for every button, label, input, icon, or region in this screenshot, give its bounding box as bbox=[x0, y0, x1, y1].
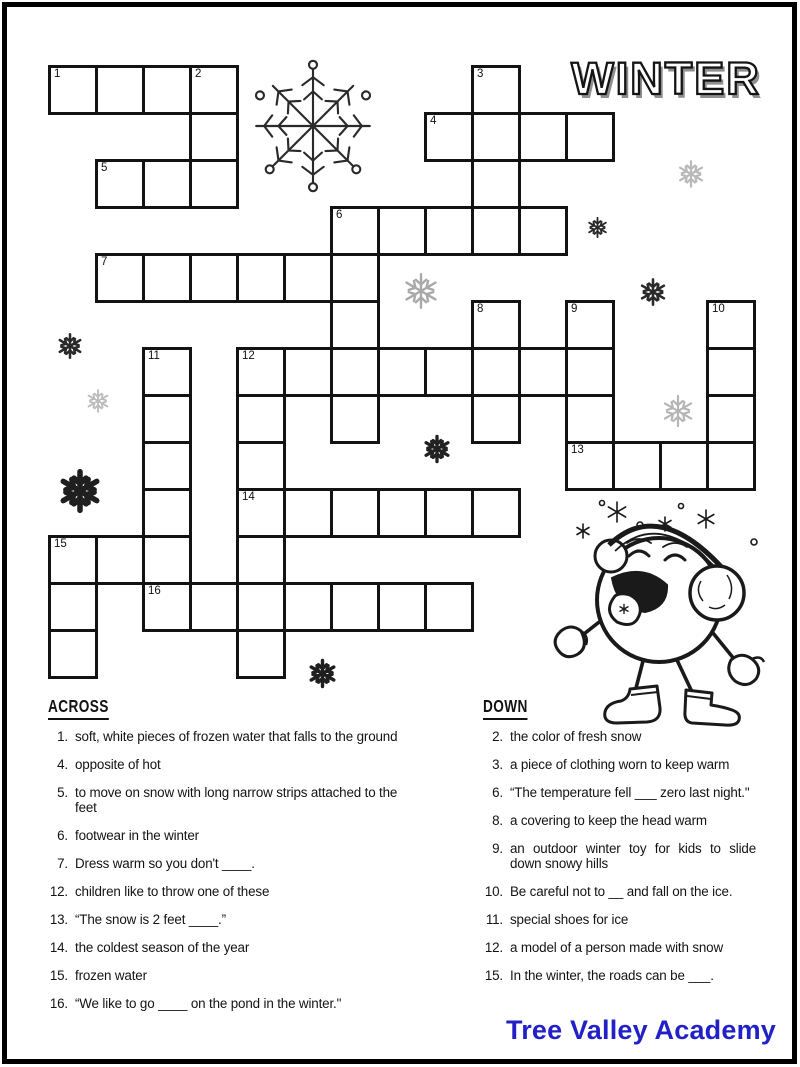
grid-cell[interactable] bbox=[518, 112, 568, 162]
grid-cell[interactable] bbox=[48, 535, 98, 585]
clue-item bbox=[46, 885, 418, 900]
grid-cell[interactable] bbox=[142, 488, 192, 538]
clue-item bbox=[46, 829, 418, 844]
clue-number: 15. bbox=[49, 967, 68, 983]
clue-item bbox=[46, 941, 418, 956]
clue-text: “The temperature fell ___ zero last night." bbox=[510, 785, 750, 800]
grid-cell[interactable] bbox=[330, 300, 380, 350]
grid-cell[interactable] bbox=[95, 535, 145, 585]
clue-text: “We like to go ____ on the pond in the winter." bbox=[75, 995, 342, 1011]
clue-text: children like to throw one of these bbox=[75, 883, 270, 899]
clue-number: 12. bbox=[484, 939, 503, 955]
grid-cell[interactable] bbox=[95, 65, 145, 115]
across-heading: ACROSS bbox=[48, 696, 109, 720]
across-clues-section bbox=[46, 696, 418, 1025]
clue-item bbox=[481, 758, 777, 773]
grid-cell[interactable] bbox=[142, 65, 192, 115]
grid-cell[interactable] bbox=[471, 347, 521, 397]
grid-cell[interactable] bbox=[565, 441, 615, 491]
clue-number: 10. bbox=[484, 883, 503, 899]
grid-cell[interactable] bbox=[283, 253, 333, 303]
grid-cell[interactable] bbox=[95, 253, 145, 303]
grid-cell[interactable] bbox=[189, 253, 239, 303]
grid-cell[interactable] bbox=[189, 582, 239, 632]
clue-item bbox=[46, 786, 418, 815]
grid-cell[interactable] bbox=[424, 206, 474, 256]
grid-cell[interactable] bbox=[283, 347, 333, 397]
grid-cell[interactable] bbox=[565, 112, 615, 162]
grid-cell-number: 11 bbox=[148, 350, 160, 362]
clue-number: 6. bbox=[57, 827, 68, 843]
clue-number: 16. bbox=[49, 995, 68, 1011]
grid-cell[interactable] bbox=[142, 253, 192, 303]
grid-cell[interactable] bbox=[424, 488, 474, 538]
grid-cell[interactable] bbox=[518, 347, 568, 397]
grid-cell[interactable] bbox=[471, 159, 521, 209]
grid-cell[interactable] bbox=[706, 347, 756, 397]
clue-number: 6. bbox=[492, 785, 503, 800]
grid-cell[interactable] bbox=[471, 65, 521, 115]
clue-item bbox=[46, 969, 418, 984]
grid-cell[interactable] bbox=[142, 394, 192, 444]
grid-cell-number: 12 bbox=[242, 350, 255, 362]
grid-cell[interactable] bbox=[377, 488, 427, 538]
grid-cell[interactable] bbox=[471, 488, 521, 538]
clue-text: to move on snow with long narrow strips attached to the feet bbox=[75, 785, 398, 815]
grid-cell[interactable] bbox=[236, 441, 286, 491]
grid-cell[interactable] bbox=[565, 300, 615, 350]
branding-text: Tree Valley Academy bbox=[506, 1015, 776, 1045]
grid-cell[interactable] bbox=[142, 347, 192, 397]
clue-number: 12. bbox=[49, 883, 68, 899]
grid-cell[interactable] bbox=[377, 347, 427, 397]
clue-item bbox=[481, 969, 777, 984]
grid-cell-number: 3 bbox=[477, 68, 484, 80]
clue-text: a covering to keep the head warm bbox=[510, 813, 707, 828]
grid-cell[interactable] bbox=[236, 253, 286, 303]
clue-item bbox=[481, 730, 777, 745]
clue-item bbox=[481, 814, 777, 829]
grid-cell[interactable] bbox=[95, 159, 145, 209]
clue-item bbox=[481, 786, 777, 801]
clue-text: Dress warm so you don't ____. bbox=[75, 855, 255, 871]
clue-number: 3. bbox=[492, 757, 503, 772]
grid-cell[interactable] bbox=[48, 629, 98, 679]
clue-text: opposite of hot bbox=[75, 757, 161, 772]
clue-number: 11. bbox=[485, 911, 503, 927]
clue-text: soft, white pieces of frozen water that falls to the ground bbox=[75, 729, 398, 744]
grid-cell[interactable] bbox=[142, 582, 192, 632]
across-clue-list bbox=[46, 730, 418, 1011]
grid-cell[interactable] bbox=[142, 535, 192, 585]
clue-text: a piece of clothing worn to keep warm bbox=[510, 757, 730, 772]
clue-text: frozen water bbox=[75, 967, 147, 983]
down-clues-section bbox=[481, 696, 777, 997]
grid-cell[interactable] bbox=[518, 206, 568, 256]
grid-cell-number: 7 bbox=[101, 256, 108, 268]
clue-text: In the winter, the roads can be ___. bbox=[510, 967, 714, 983]
grid-cell[interactable] bbox=[706, 300, 756, 350]
grid-cell[interactable] bbox=[142, 441, 192, 491]
grid-cell[interactable] bbox=[330, 488, 380, 538]
clue-text: an outdoor winter toy for kids to slide down snowy hills bbox=[510, 841, 756, 871]
grid-cell[interactable] bbox=[565, 394, 615, 444]
grid-cell[interactable] bbox=[236, 488, 286, 538]
grid-cell-number: 9 bbox=[571, 303, 578, 315]
grid-cell[interactable] bbox=[283, 582, 333, 632]
grid-cell-number: 15 bbox=[54, 538, 67, 550]
clue-text: the coldest season of the year bbox=[75, 939, 250, 955]
grid-cell[interactable] bbox=[424, 582, 474, 632]
clue-text: a model of a person made with snow bbox=[510, 939, 723, 955]
grid-cell[interactable] bbox=[471, 112, 521, 162]
grid-cell[interactable] bbox=[48, 65, 98, 115]
grid-cell[interactable] bbox=[189, 112, 239, 162]
grid-cell-number: 1 bbox=[54, 68, 61, 80]
grid-cell[interactable] bbox=[471, 300, 521, 350]
grid-cell[interactable] bbox=[377, 582, 427, 632]
grid-cell[interactable] bbox=[236, 394, 286, 444]
page-title: WINTER bbox=[571, 53, 761, 104]
clue-item bbox=[481, 941, 777, 956]
grid-cell-number: 13 bbox=[571, 444, 584, 456]
grid-cell-number: 6 bbox=[336, 209, 343, 221]
clue-number: 2. bbox=[492, 729, 503, 744]
grid-cell[interactable] bbox=[377, 206, 427, 256]
grid-cell[interactable] bbox=[706, 441, 756, 491]
clue-number: 8. bbox=[492, 813, 503, 828]
clue-item bbox=[46, 857, 418, 872]
clue-item bbox=[46, 997, 418, 1012]
clue-number: 15. bbox=[484, 967, 503, 983]
grid-cell[interactable] bbox=[330, 206, 380, 256]
grid-cell[interactable] bbox=[236, 535, 286, 585]
grid-cell-number: 8 bbox=[477, 303, 484, 315]
clue-number: 9. bbox=[492, 841, 503, 856]
grid-cell[interactable] bbox=[471, 206, 521, 256]
grid-cell[interactable] bbox=[424, 347, 474, 397]
clue-item bbox=[481, 885, 777, 900]
grid-cell[interactable] bbox=[612, 441, 662, 491]
grid-cell-number: 10 bbox=[712, 303, 725, 315]
grid-cell[interactable] bbox=[565, 347, 615, 397]
grid-cell[interactable] bbox=[471, 394, 521, 444]
grid-cell-number: 4 bbox=[430, 115, 437, 127]
grid-cell[interactable] bbox=[330, 394, 380, 444]
grid-cell[interactable] bbox=[659, 441, 709, 491]
clue-item bbox=[46, 758, 418, 773]
grid-cell[interactable] bbox=[330, 347, 380, 397]
clue-text: “The snow is 2 feet ____.” bbox=[75, 911, 226, 927]
down-heading: DOWN bbox=[483, 696, 528, 720]
grid-cell[interactable] bbox=[142, 159, 192, 209]
grid-cell[interactable] bbox=[48, 582, 98, 632]
grid-cell-number: 14 bbox=[242, 491, 255, 503]
grid-cell[interactable] bbox=[189, 159, 239, 209]
clue-text: Be careful not to __ and fall on the ice. bbox=[510, 883, 733, 899]
grid-cell[interactable] bbox=[236, 629, 286, 679]
grid-cell[interactable] bbox=[706, 394, 756, 444]
clue-number: 14. bbox=[49, 939, 68, 955]
grid-cell[interactable] bbox=[330, 582, 380, 632]
grid-cell[interactable] bbox=[330, 253, 380, 303]
clue-number: 4. bbox=[57, 757, 68, 772]
clue-number: 1. bbox=[57, 729, 68, 744]
grid-cell-number: 2 bbox=[195, 68, 202, 80]
grid-cell[interactable] bbox=[424, 112, 474, 162]
clue-number: 5. bbox=[57, 785, 68, 800]
clue-item bbox=[481, 842, 777, 871]
grid-cell[interactable] bbox=[236, 347, 286, 397]
clue-number: 13. bbox=[49, 911, 68, 927]
clue-item bbox=[46, 730, 418, 745]
grid-cell[interactable] bbox=[236, 582, 286, 632]
down-clue-list bbox=[481, 730, 777, 983]
clue-item bbox=[481, 913, 777, 928]
clue-text: footwear in the winter bbox=[75, 827, 199, 843]
clue-text: special shoes for ice bbox=[510, 911, 629, 927]
clue-text: the color of fresh snow bbox=[510, 729, 642, 744]
grid-cell[interactable] bbox=[283, 488, 333, 538]
clue-number: 7. bbox=[57, 855, 68, 871]
clue-item bbox=[46, 913, 418, 928]
grid-cell-number: 5 bbox=[101, 162, 108, 174]
grid-cell-number: 16 bbox=[148, 585, 161, 597]
grid-cell[interactable] bbox=[189, 65, 239, 115]
